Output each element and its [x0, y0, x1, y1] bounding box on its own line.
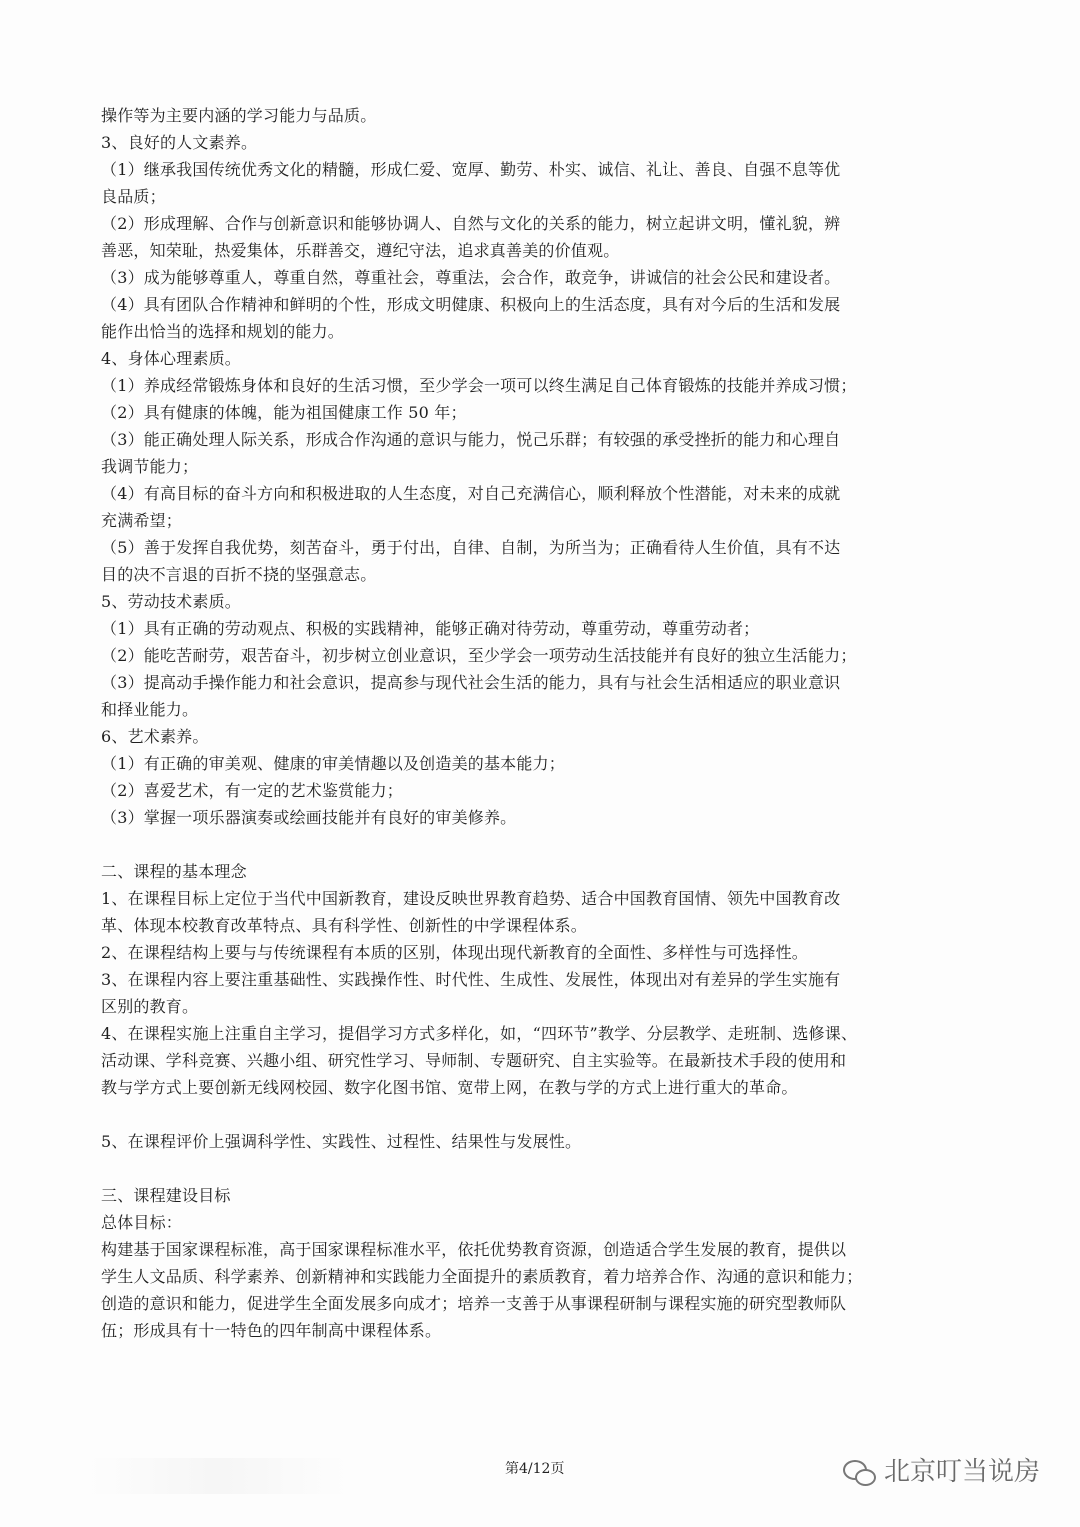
text-line: 三、课程建设目标 — [101, 1186, 231, 1205]
text-line: 创造的意识和能力，促进学生全面发展多向成才；培养一支善于从事课程研制与课程实施的研究型教师队 — [101, 1294, 847, 1313]
text-line: 6、艺术素养。 — [101, 727, 209, 746]
text-line: （1）继承我国传统优秀文化的精髓，形成仁爱、宽厚、勤劳、朴实、诚信、礼让、善良、自强不息等优 — [101, 160, 841, 179]
text-line: （2）形成理解、合作与创新意识和能够协调人、自然与文化的关系的能力，树立起讲文明，懂礼貌，辨 — [101, 214, 841, 233]
text-line: 总体目标： — [101, 1213, 183, 1232]
text-line: （3）成为能够尊重人，尊重自然，尊重社会，尊重法，会合作，敢竞争，讲诚信的社会公民和建设者。 — [101, 268, 841, 287]
text-line: 4、在课程实施上注重自主学习，提倡学习方式多样化，如，“四环节”教学、分层教学、走班制、选修课、 — [101, 1024, 858, 1043]
text-line: （3）能正确处理人际关系，形成合作沟通的意识与能力，悦己乐群；有较强的承受挫折的能力和心理自 — [101, 430, 841, 449]
text-line: 学生人文品质、科学素养、创新精神和实践能力全面提升的素质教育，着力培养合作、沟通的意识和能力； — [101, 1267, 863, 1286]
page-footer — [0, 1459, 1080, 1491]
text-line: 善恶，知荣耻，热爱集体，乐群善交，遵纪守法，追求真善美的价值观。 — [101, 241, 620, 260]
blank-line — [101, 831, 941, 858]
text-line: （1）有正确的审美观、健康的审美情趣以及创造美的基本能力； — [101, 754, 565, 773]
text-line: 教与学方式上要创新无线网校园、数字化图书馆、宽带上网，在教与学的方式上进行重大的革命。 — [101, 1078, 798, 1097]
text-line: （1）养成经常锻炼身体和良好的生活习惯，至少学会一项可以终生满足自己体育锻炼的技能并养成习惯； — [101, 376, 857, 395]
text-line: 良品质； — [101, 187, 166, 206]
text-line: （3）掌握一项乐器演奏或绘画技能并有良好的审美修养。 — [101, 808, 517, 827]
text-line: 能作出恰当的选择和规划的能力。 — [101, 322, 345, 341]
text-line: 区别的教育。 — [101, 997, 199, 1016]
text-line: （5）善于发挥自我优势，刻苦奋斗，勇于付出，自律、自制，为所当为；正确看待人生价值，具有不达 — [101, 538, 841, 557]
text-line: 我调节能力； — [101, 457, 199, 476]
text-line: 4、身体心理素质。 — [101, 349, 241, 368]
text-line: 3、良好的人文素养。 — [101, 133, 258, 152]
text-line: 活动课、学科竞赛、兴趣小组、研究性学习、导师制、专题研究、自主实验等。在最新技术手段的使用和 — [101, 1051, 847, 1070]
text-line: 3、在课程内容上要注重基础性、实践操作性、时代性、生成性、发展性，体现出对有差异的学生实施有 — [101, 970, 841, 989]
text-line: （2）喜爱艺术，有一定的艺术鉴赏能力； — [101, 781, 403, 800]
text-line: （4）具有团队合作精神和鲜明的个性，形成文明健康、积极向上的生活态度，具有对今后的生活和发展 — [101, 295, 841, 314]
text-line: 革、体现本校教育改革特点、具有科学性、创新性的中学课程体系。 — [101, 916, 588, 935]
page-number: 第4/12页 — [505, 1461, 565, 1477]
text-line: 操作等为主要内涵的学习能力与品质。 — [101, 106, 377, 125]
text-line: 5、劳动技术素质。 — [101, 592, 241, 611]
text-line: 1、在课程目标上定位于当代中国新教育，建设反映世界教育趋势、适合中国教育国情、领先中国教育改 — [101, 889, 841, 908]
text-line: 充满希望； — [101, 511, 183, 530]
blank-line — [101, 1101, 941, 1128]
text-line: 构建基于国家课程标准，高于国家课程标准水平，依托优势教育资源，创造适合学生发展的教育，提供以 — [101, 1240, 847, 1259]
wechat-icon — [842, 1458, 876, 1486]
text-line: （1）具有正确的劳动观点、积极的实践精神，能够正确对待劳动，尊重劳动，尊重劳动者； — [101, 619, 760, 638]
account-watermark — [842, 1457, 1040, 1487]
text-line: 5、在课程评价上强调科学性、实践性、过程性、结果性与发展性。 — [101, 1132, 582, 1151]
text-line: 和择业能力。 — [101, 700, 199, 719]
text-line: 二、课程的基本理念 — [101, 862, 247, 881]
text-line: （4）有高目标的奋斗方向和积极进取的人生态度，对自己充满信心，顺利释放个性潜能，对未来的成就 — [101, 484, 841, 503]
watermark-text: 北京叮当说房 — [883, 1457, 1040, 1487]
blank-line — [101, 1155, 941, 1182]
text-line: 2、在课程结构上要与与传统课程有本质的区别，体现出现代新教育的全面性、多样性与可选择性。 — [101, 943, 808, 962]
text-line: （2）能吃苦耐劳，艰苦奋斗，初步树立创业意识，至少学会一项劳动生活技能并有良好的独立生活能力； — [101, 646, 857, 665]
text-line: （3）提高动手操作能力和社会意识，提高参与现代社会生活的能力，具有与社会生活相适应的职业意识 — [101, 673, 841, 692]
text-line: （2）具有健康的体魄，能为祖国健康工作 50 年； — [101, 403, 467, 422]
text-line: 伍；形成具有十一特色的四年制高中课程体系。 — [101, 1321, 442, 1340]
document-body — [101, 102, 941, 1344]
text-line: 目的决不言退的百折不挠的坚强意志。 — [101, 565, 377, 584]
